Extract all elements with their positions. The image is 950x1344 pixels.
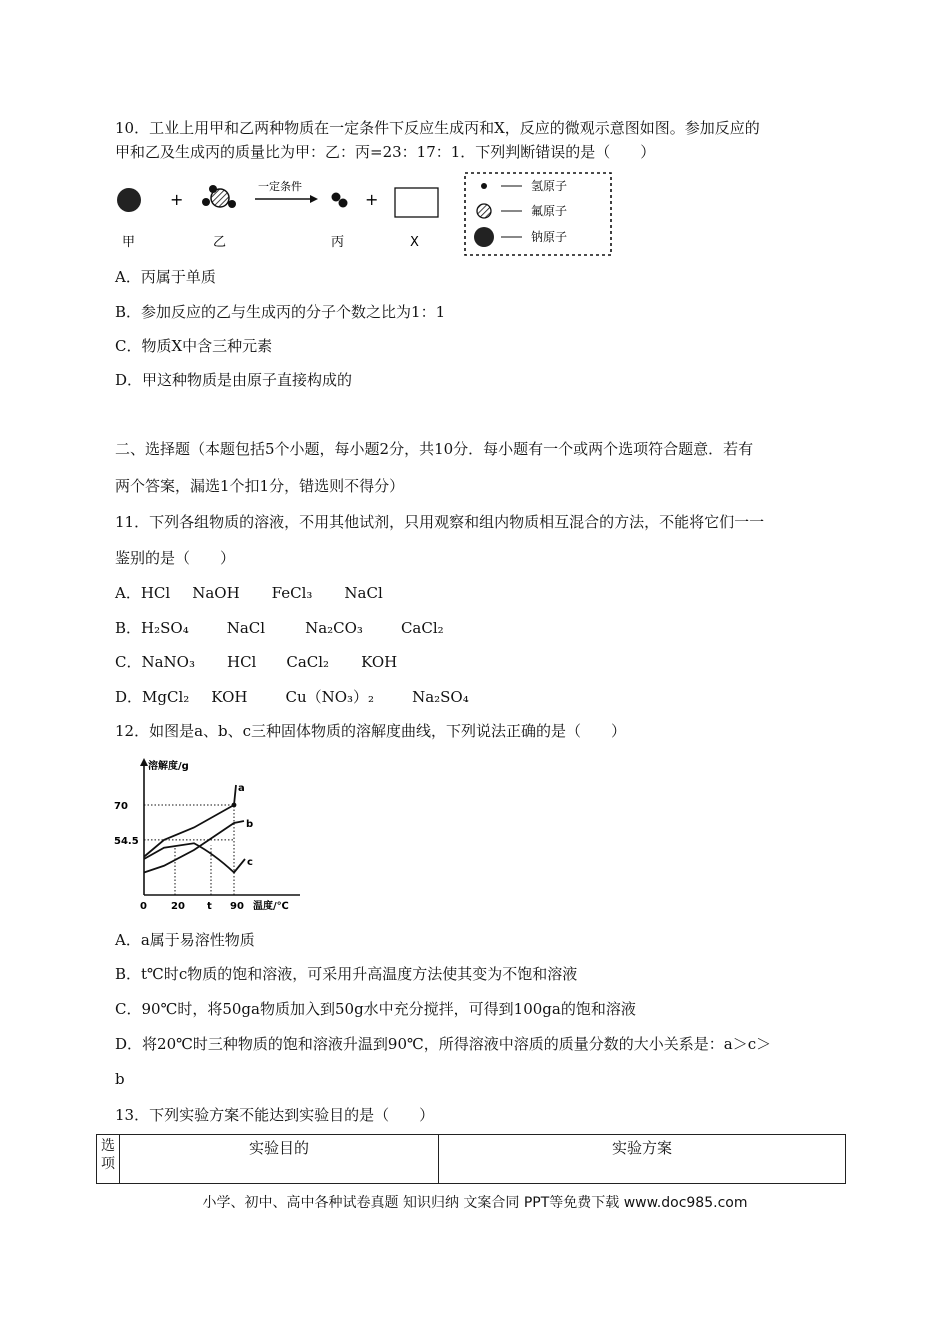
x-tick-label: 0 xyxy=(140,901,147,912)
q11-option-c: C．NaNO₃ HCl CaCl₂ KOH xyxy=(115,653,398,671)
q10-stem-line2: 甲和乙及生成丙的质量比为甲：乙：丙=23：17：1．下列判断错误的是（ ） xyxy=(115,143,656,161)
header-goal: 实验目的 xyxy=(120,1135,439,1184)
header-plan: 实验方案 xyxy=(439,1135,846,1184)
q10-stem-line1: 10．工业上用甲和乙两种物质在一定条件下反应生成丙和X，反应的微观示意图如图。参加反应的 xyxy=(115,119,760,137)
svg-text:+: + xyxy=(365,190,379,209)
page-footer: 小学、初中、高中各种试卷真题 知识归纳 文案合同 PPT等免费下载 www.doc985.com xyxy=(202,1195,748,1211)
y-axis-label: 溶解度/g xyxy=(148,761,189,772)
q10-option-b: B．参加反应的乙与生成丙的分子个数之比为1：1 xyxy=(115,303,446,321)
series-a-label: a xyxy=(238,783,245,794)
label-x: X xyxy=(410,235,419,250)
q11-option-a: A．HCl NaOH FeCl₃ NaCl xyxy=(115,584,383,602)
q10-option-a: A．丙属于单质 xyxy=(115,268,216,286)
reaction-diagram xyxy=(110,168,620,260)
q12-option-d-cont: b xyxy=(115,1070,125,1088)
series-b-label: b xyxy=(246,819,254,830)
q11-stem-line2: 鉴别的是（ ） xyxy=(115,549,236,567)
q12-option-b: B．t℃时c物质的饱和溶液，可采用升高温度方法使其变为不饱和溶液 xyxy=(115,965,578,983)
molecule-yi-icon xyxy=(202,185,236,208)
solubility-chart xyxy=(110,757,310,915)
q11-stem-line1: 11．下列各组物质的溶液，不用其他试剂，只用观察和组内物质相互混合的方法，不能将它们一一 xyxy=(115,513,765,531)
q10-option-c: C．物质X中含三种元素 xyxy=(115,337,273,355)
q12-option-c: C．90℃时，将50ga物质加入到50g水中充分搅拌，可得到100ga的饱和溶液 xyxy=(115,1000,636,1018)
series-c-label: c xyxy=(247,857,253,868)
hydrogen-molecule-icon xyxy=(332,193,348,208)
legend-hydrogen: 氢原子 xyxy=(531,179,568,193)
q12-stem: 12．如图是a、b、c三种固体物质的溶解度曲线，下列说法正确的是（ ） xyxy=(115,722,627,740)
svg-text:+: + xyxy=(170,190,184,209)
q12-option-a: A．a属于易溶性物质 xyxy=(115,931,255,949)
y-tick-label: 54.5 xyxy=(114,835,139,847)
q11-option-b: B．H₂SO₄ NaCl Na₂CO₃ CaCl₂ xyxy=(115,619,444,637)
label-bing: 丙 xyxy=(331,235,345,250)
series-b-line xyxy=(144,821,244,873)
q10-option-d: D．甲这种物质是由原子直接构成的 xyxy=(115,371,353,389)
y-tick-label: 70 xyxy=(114,801,128,812)
q13-stem: 13．下列实验方案不能达到实验目的是（ ） xyxy=(115,1106,435,1124)
header-option: 选项 xyxy=(97,1135,120,1184)
sodium-atom-icon xyxy=(117,188,141,212)
label-yi: 乙 xyxy=(213,235,227,250)
series-a-point xyxy=(232,803,237,808)
legend-sodium: 钠原子 xyxy=(531,230,568,244)
label-jia: 甲 xyxy=(122,235,136,250)
x-tick-label: 20 xyxy=(171,901,185,912)
q11-option-d: D．MgCl₂ KOH Cu（NO₃）₂ Na₂SO₄ xyxy=(115,688,469,706)
legend-fluorine: 氟原子 xyxy=(531,204,568,218)
x-axis-label: 温度/℃ xyxy=(253,901,289,912)
svg-text:一定条件: 一定条件 xyxy=(258,180,302,193)
x-tick-label: t xyxy=(207,901,212,912)
series-a-line xyxy=(144,785,236,857)
section2-heading-line1: 二、选择题（本题包括5个小题，每小题2分，共10分．每小题有一个或两个选项符合题意．若有 xyxy=(115,440,754,458)
q12-option-d: D．将20℃时三种物质的饱和溶液升温到90℃，所得溶液中溶质的质量分数的大小关系是：a＞c＞ xyxy=(115,1035,772,1053)
table-header-row xyxy=(97,1135,846,1184)
x-tick-label: 90 xyxy=(230,901,244,912)
unknown-x-box xyxy=(395,188,438,217)
section2-heading-line2: 两个答案，漏选1个扣1分，错选则不得分） xyxy=(115,477,405,495)
experiment-table xyxy=(96,1134,846,1184)
